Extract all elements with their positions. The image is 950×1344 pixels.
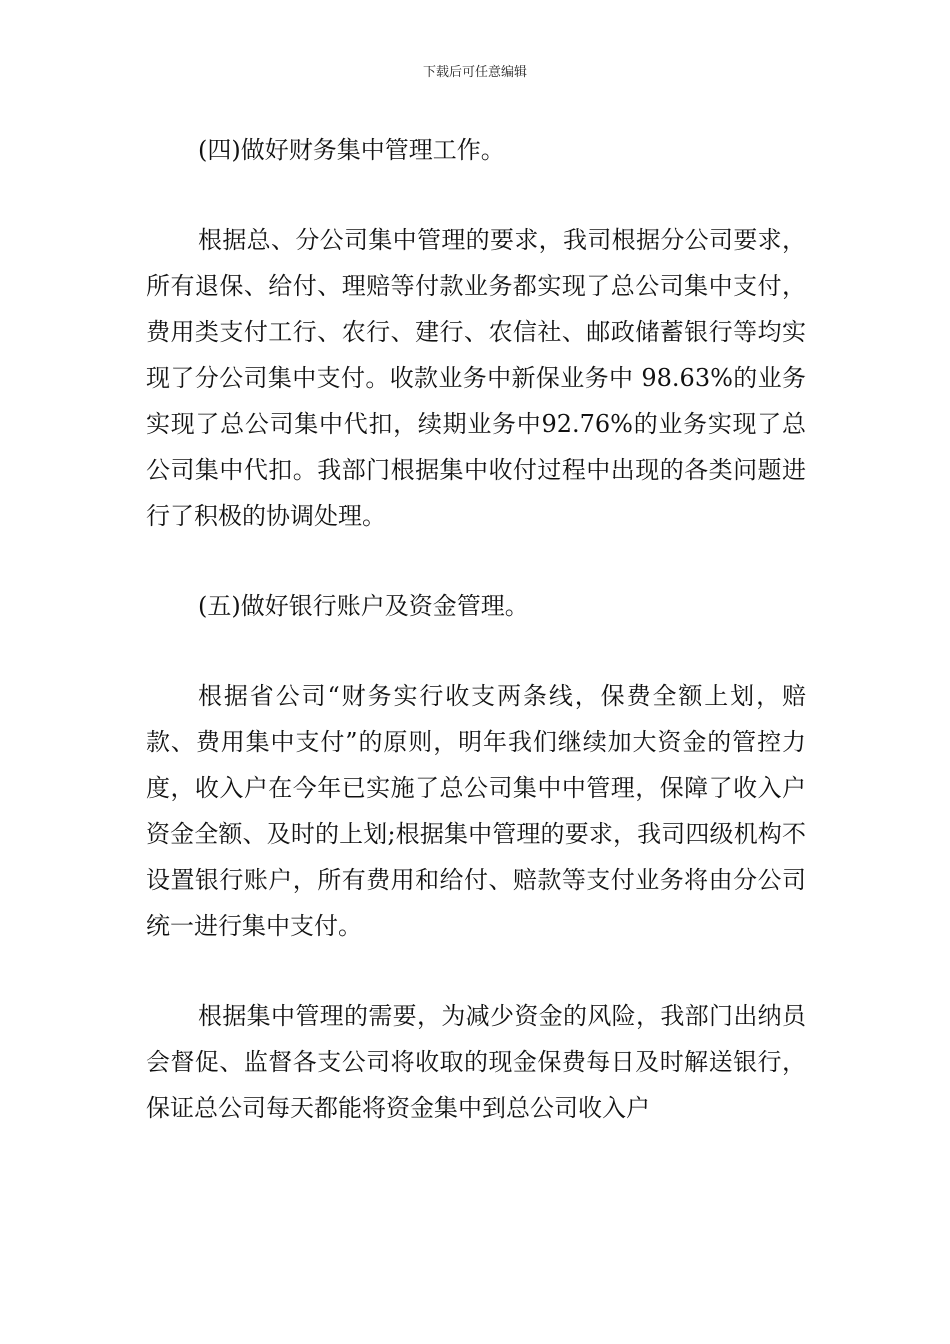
document-body: [146, 127, 806, 1131]
section-heading-5: (五)做好银行账户及资金管理。: [198, 592, 529, 620]
section-heading-4: (四)做好财务集中管理工作。: [198, 136, 505, 164]
paragraph-gap: [146, 949, 806, 993]
paragraph-centralized-management: 根据总、分公司集中管理的要求，我司根据分公司要求，所有退保、给付、理赔等付款业务都实现了总公司集中支付，费用类支付工行、农行、建行、农信社、邮政储蓄银行等均实现了分公司集中支付。收款业务中新保业务中 98.63%的业务实现了总公司集中代扣，续期业务中92.76%的业务实现了总公司集中代扣。我部门根据集中收付过程中出现的各类问题进行了积极的协调处理。: [146, 226, 806, 530]
paragraph-gap: [146, 539, 806, 583]
paragraph-gap: [146, 173, 806, 217]
paragraph-gap: [146, 629, 806, 673]
paragraph-bank-accounts: 根据省公司“财务实行收支两条线，保费全额上划，赔款、费用集中支付”的原则，明年我们继续加大资金的管控力度，收入户在今年已实施了总公司集中中管理，保障了收入户资金全额、及时的上划;根据集中管理的要求，我司四级机构不设置银行账户，所有费用和给付、赔款等支付业务将由分公司统一进行集中支付。: [146, 682, 806, 940]
paragraph-cash-deposit: 根据集中管理的需要，为减少资金的风险，我部门出纳员会督促、监督各支公司将收取的现金保费每日及时解送银行，保证总公司每天都能将资金集中到总公司收入户: [146, 1002, 806, 1122]
page-header: 下载后可任意编辑: [422, 65, 527, 80]
